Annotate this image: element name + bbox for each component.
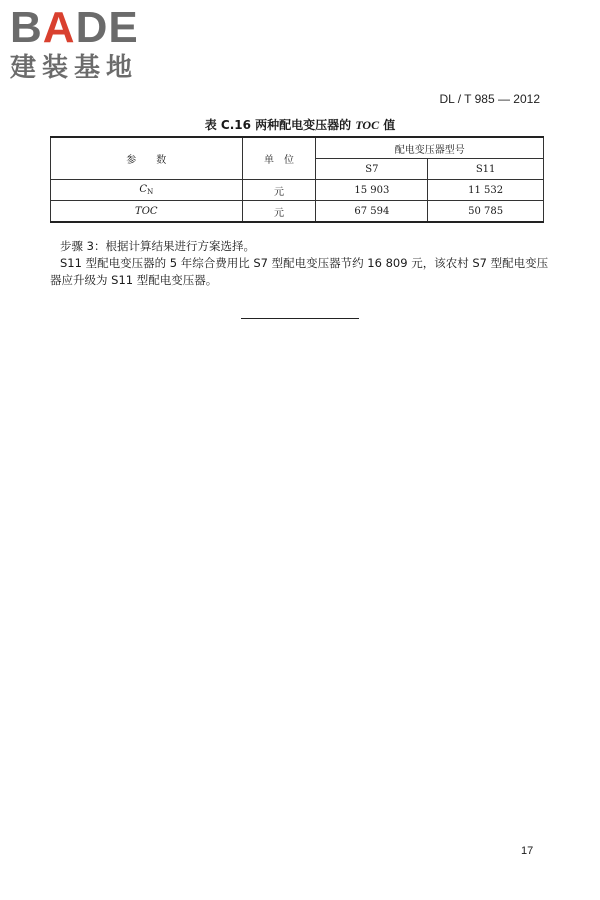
body-text <box>50 238 550 289</box>
table-row <box>51 180 544 201</box>
logo-letter-a: A <box>42 3 76 52</box>
header-s11: S11 <box>428 159 544 180</box>
caption-toc: TOC <box>355 118 380 132</box>
logo-subtitle: 建装基地 <box>10 53 139 83</box>
caption-suffix: 值 <box>379 118 396 132</box>
end-divider <box>241 318 359 319</box>
step-paragraph: 步骤 3：根据计算结果进行方案选择。 <box>60 239 255 253</box>
page-number: 17 <box>521 845 534 857</box>
header-unit: 单 位 <box>242 137 316 180</box>
row-param: $C_N$ <box>51 180 243 201</box>
conclusion-paragraph: S11 型配电变压器的 5 年综合费用比 S7 型配电变压器节约 16 809 元，该农村 S7 型配电变压器应升级为 S11 型配电变压器。 <box>50 256 549 287</box>
param-subscript: N <box>147 188 154 196</box>
logo-wordmark <box>10 3 185 52</box>
caption-text: 表 C.16 两种配电变压器的 <box>204 118 356 132</box>
row-unit: 元 <box>242 201 316 223</box>
row-s7-value: 15 903 <box>316 180 428 201</box>
toc-table <box>50 136 544 223</box>
document-code: DL / T 985 — 2012 <box>439 92 540 106</box>
row-s11-value: 11 532 <box>428 180 544 201</box>
table-caption <box>0 116 600 133</box>
row-unit: 元 <box>242 180 316 201</box>
bade-logo <box>10 3 185 84</box>
logo-letter-b: B <box>10 3 43 52</box>
row-s11-value: 50 785 <box>428 201 544 223</box>
table-row <box>51 201 544 223</box>
logo-letters-de: DE <box>75 3 139 52</box>
row-s7-value: 67 594 <box>316 201 428 223</box>
header-param: 参 数 <box>51 137 243 180</box>
header-s7: S7 <box>316 159 428 180</box>
row-param: TOC <box>51 201 243 223</box>
header-transformer-model: 配电变压器型号 <box>316 137 544 159</box>
